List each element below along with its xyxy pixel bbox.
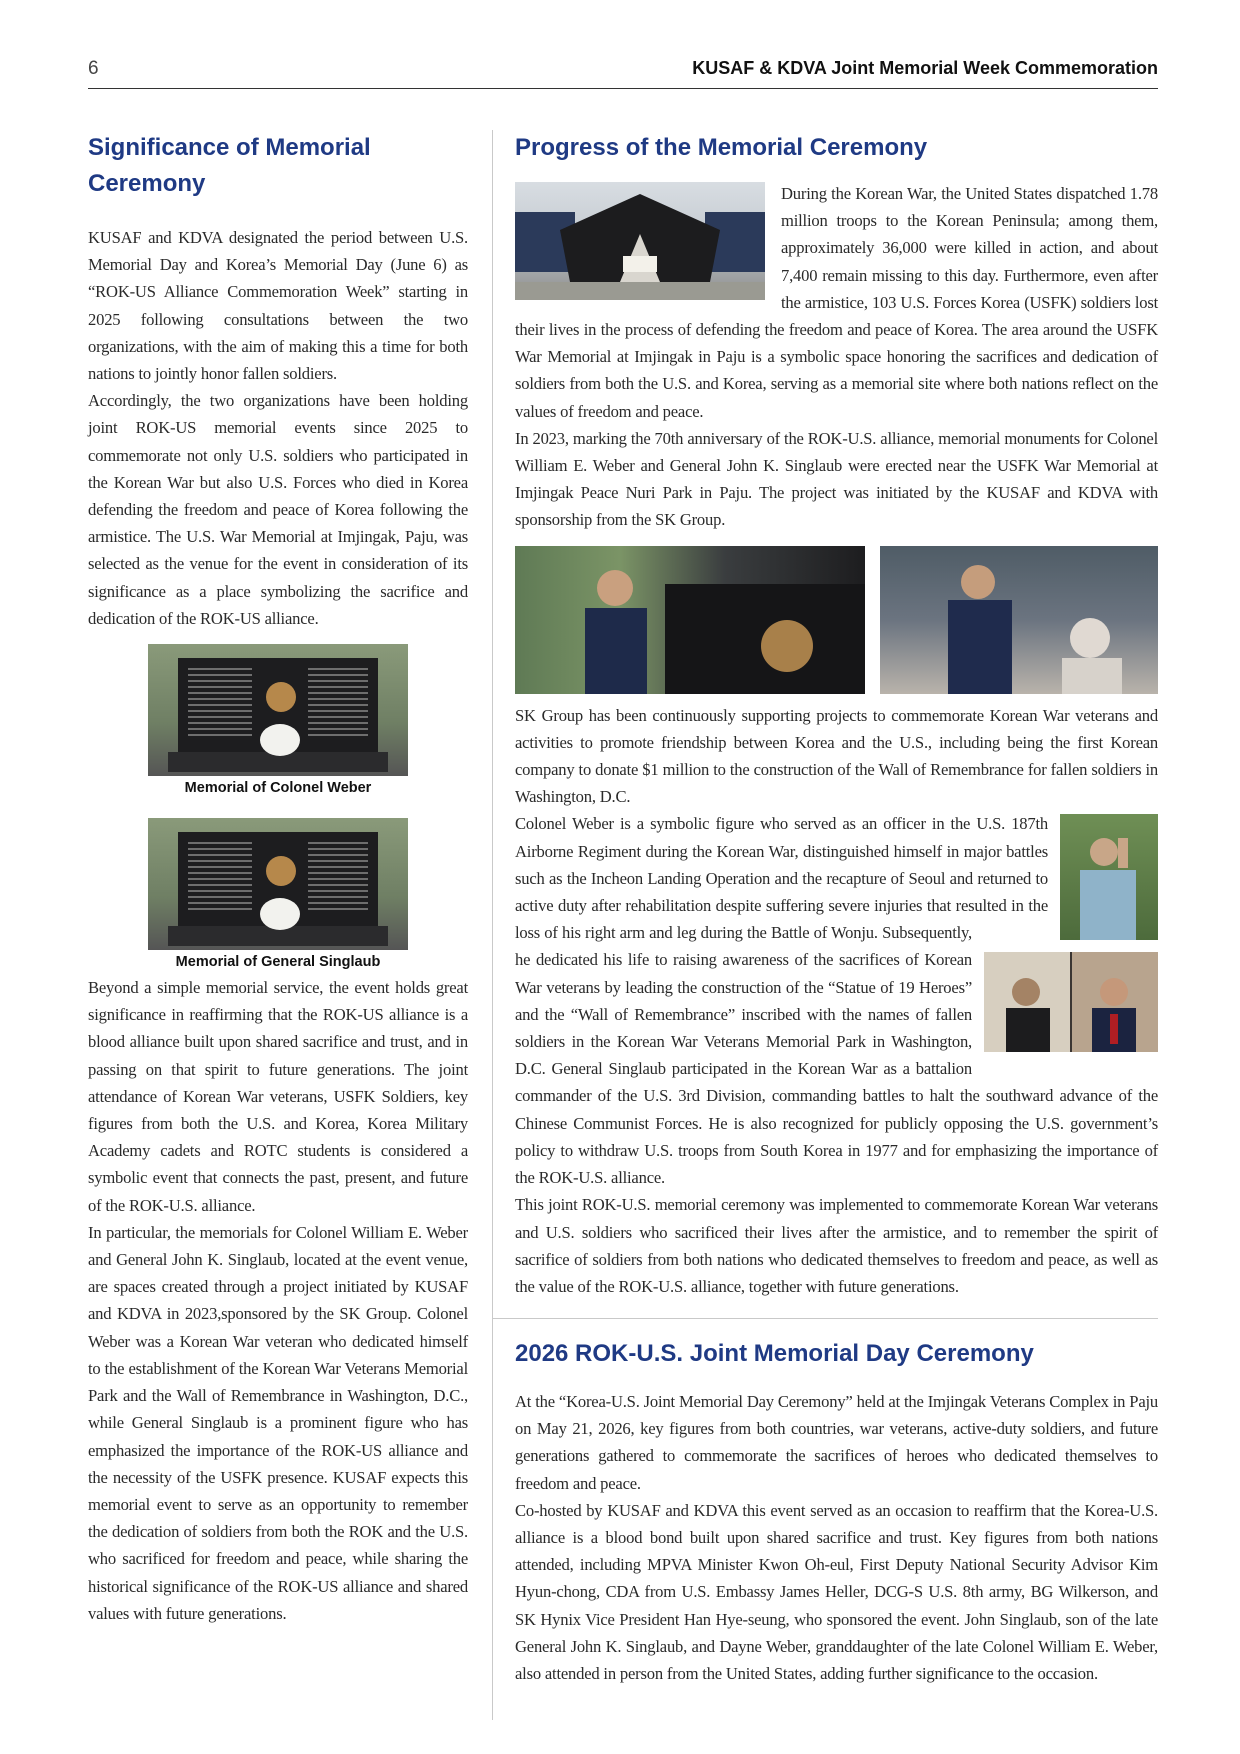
progress-body xyxy=(515,180,1158,1300)
progress-para-5: This joint ROK-U.S. memorial ceremony was implemented to commemorate Korean War veterans and U.S. soldiers who sacrificed their lives after the armistice, and to remember the spirit of sacrifice of soldiers from both nations who dedicated themselves to freedom and peace, as well as the value of the ROK-U.S. alliance, together with future generations. xyxy=(515,1195,1158,1296)
joint-memorial-day-para-2: Co-hosted by KUSAF and KDVA this event served as an occasion to reaffirm that the Korea-U.S. alliance is a blood bond built upon shared sacrifice and trust. Key figures from both nations attended, including MPVA Minister Kwon Oh-eul, First Deputy National Security Advisor Kim Hyun-chong, CDA from U.S. Embassy James Heller, DCG-S U.S. 8th army, BG Wilkerson, and SK Hynix Vice President Han Hye-seung, who sponsored the event. John Singlaub, son of the late General John K. Singlaub, and Dayne Weber, granddaughter of the late Colonel William E. Weber, also attended in person from the United States, adding further significance to the occasion. xyxy=(515,1500,1158,1684)
section-divider xyxy=(492,1318,1158,1319)
significance-title-line1: Significance of Memorial xyxy=(88,134,371,161)
weber-memorial-photo xyxy=(148,644,408,776)
right-column xyxy=(515,130,1158,1300)
left-column xyxy=(88,130,468,1627)
singlaub-memorial-photo xyxy=(148,818,408,950)
progress-para-3: SK Group has been continuously supporting projects to commemorate Korean War veterans and activities to promote friendship between Korea and the U.S., including being the first Korean company to donate $1 million to the construction of the Wall of Remembrance for fallen soldiers in Washington, D.C. xyxy=(515,705,1158,807)
progress-para-1: During the Korean War, the United States dispatched 1.78 million troops to the Korean Peninsula; among them, approximately 36,000 were killed in action, and about 7,400 remain missing to this day. Furthermore, even after the armistice, 103 U.S. Forces Korea (USFK) soldiers lost their lives in the process of defending the freedom and peace of Korea. The area around the USFK War Memorial at Imjingak in Paju is a symbolic space honoring the sacrifices and dedication of soldiers from both the U.S. and Korea, serving as a memorial site where both nations reflect on the values of freedom and peace. xyxy=(515,184,1158,421)
colonel-weber-salute-photo xyxy=(1060,814,1158,940)
joint-memorial-day-para-1: At the “Korea-U.S. Joint Memorial Day Ceremony” held at the Imjingak Veterans Complex in Paju on May 21, 2026, key figures from both countries, war veterans, active-duty soldiers, and future generations gathered to commemorate the sacrifices of heroes who dedicated themselves to freedom and peace. xyxy=(515,1392,1158,1493)
joint-memorial-day-title: 2026 ROK-U.S. Joint Memorial Day Ceremony xyxy=(515,1340,1034,1367)
sk-speech-photo xyxy=(515,546,865,694)
page-number: 6 xyxy=(88,58,99,79)
progress-para-4: Colonel Weber is a symbolic figure who served as an officer in the U.S. 187th Airborne Regiment during the Korean War, distinguished himself in major battles such as the Incheon Landing Operation and the recapture of Seoul and returned to active duty after rehabilitation despite suffering severe injuries that resulted in the loss of his right arm and leg during the Battle of Wonju. Subsequently, he dedicated his life to raising awareness of the sacrifices of Korean War veterans by leading the construction of the “Statue of 19 Heroes” and the “Wall of Remembrance” inscribed with the names of fallen soldiers in the Korean War Veterans Memorial Park in Washington, D.C. General Singlaub participated in the Korean War as a battalion commander of the U.S. 3rd Division, commanding battles to halt the southward advance of the Chinese Communist Forces. He is also recognized for publicly opposing the U.S. government’s policy to withdraw U.S. troops from South Korea in 1977 and for emphasizing the importance of the ROK-U.S. alliance. xyxy=(515,814,1158,1188)
singlaub-memorial-caption: Memorial of General Singlaub xyxy=(175,954,381,971)
significance-para-3: Beyond a simple memorial service, the event holds great significance in reaffirming that the ROK-US alliance is a blood alliance built upon shared sacrifice and trust, and in passing on that spirit to future generations. The joint attendance of Korean War veterans, USFK Soldiers, key figures from both the U.S. and Korea, Korea Military Academy cadets and ROTC students is considered a symbolic event that connects the past, present, and future of the ROK-U.S. alliance. xyxy=(88,978,468,1215)
weber-memorial-caption: Memorial of Colonel Weber xyxy=(184,780,372,797)
singlaub-memorial-figure xyxy=(88,818,468,970)
column-divider xyxy=(492,130,493,1720)
page-header xyxy=(88,52,1158,89)
sk-event-photos xyxy=(515,546,1158,694)
significance-para-2: Accordingly, the two organizations have been holding joint ROK-US memorial events since 2025 to commemorate not only U.S. soldiers who participated in the Korean War but also U.S. Forces who died in Korea defending the freedom and peace of Korea following the armistice. The U.S. War Memorial at Imjingak, Paju, was selected as the venue for the event in consideration of its significance as a place symbolizing the sacrifice and dedication of the ROK-US alliance. xyxy=(88,391,468,628)
general-singlaub-photos xyxy=(984,952,1158,1052)
significance-para-1: KUSAF and KDVA designated the period between U.S. Memorial Day and Korea’s Memorial Day (June 6) as “ROK-US Alliance Commemoration Week” starting in 2025 following consultations between the two organizations, with the aim of making this a time for both nations to jointly honor fallen soldiers. xyxy=(88,228,468,384)
sk-greeting-veterans-photo xyxy=(880,546,1158,694)
progress-title: Progress of the Memorial Ceremony xyxy=(515,134,928,161)
significance-para-4: In particular, the memorials for Colonel William E. Weber and General John K. Singlaub, located at the event venue, are spaces created through a project initiated by KUSAF and KDVA in 2023,sponsored by the SK Group. Colonel Weber was a Korean War veteran who dedicated himself to the establishment of the Korean War Veterans Memorial Park and the Wall of Remembrance in Washington, D.C., while General Singlaub is a prominent figure who has emphasized the importance of the ROK-US alliance and the necessity of the USFK presence. KUSAF expects this memorial event to serve as an opportunity to remember the dedication of soldiers from both the ROK and the U.S. who sacrificed for freedom and peace, while sharing the historical significance of the ROK-US alliance and shared values with future generations. xyxy=(88,1222,468,1623)
weber-memorial-figure xyxy=(88,644,468,796)
usfk-war-memorial-photo xyxy=(515,182,765,300)
running-title: KUSAF & KDVA Joint Memorial Week Commemoration xyxy=(692,58,1158,78)
joint-memorial-day-section xyxy=(515,1336,1158,1687)
progress-para-2: In 2023, marking the 70th anniversary of the ROK-U.S. alliance, memorial monuments for Colonel William E. Weber and General John K. Singlaub were erected near the USFK War Memorial at Imjingak Peace Nuri Park in Paju. The project was initiated by the KUSAF and KDVA with sponsorship from the SK Group. xyxy=(515,428,1158,530)
significance-title xyxy=(88,130,468,202)
significance-title-line2: Ceremony xyxy=(88,170,206,197)
